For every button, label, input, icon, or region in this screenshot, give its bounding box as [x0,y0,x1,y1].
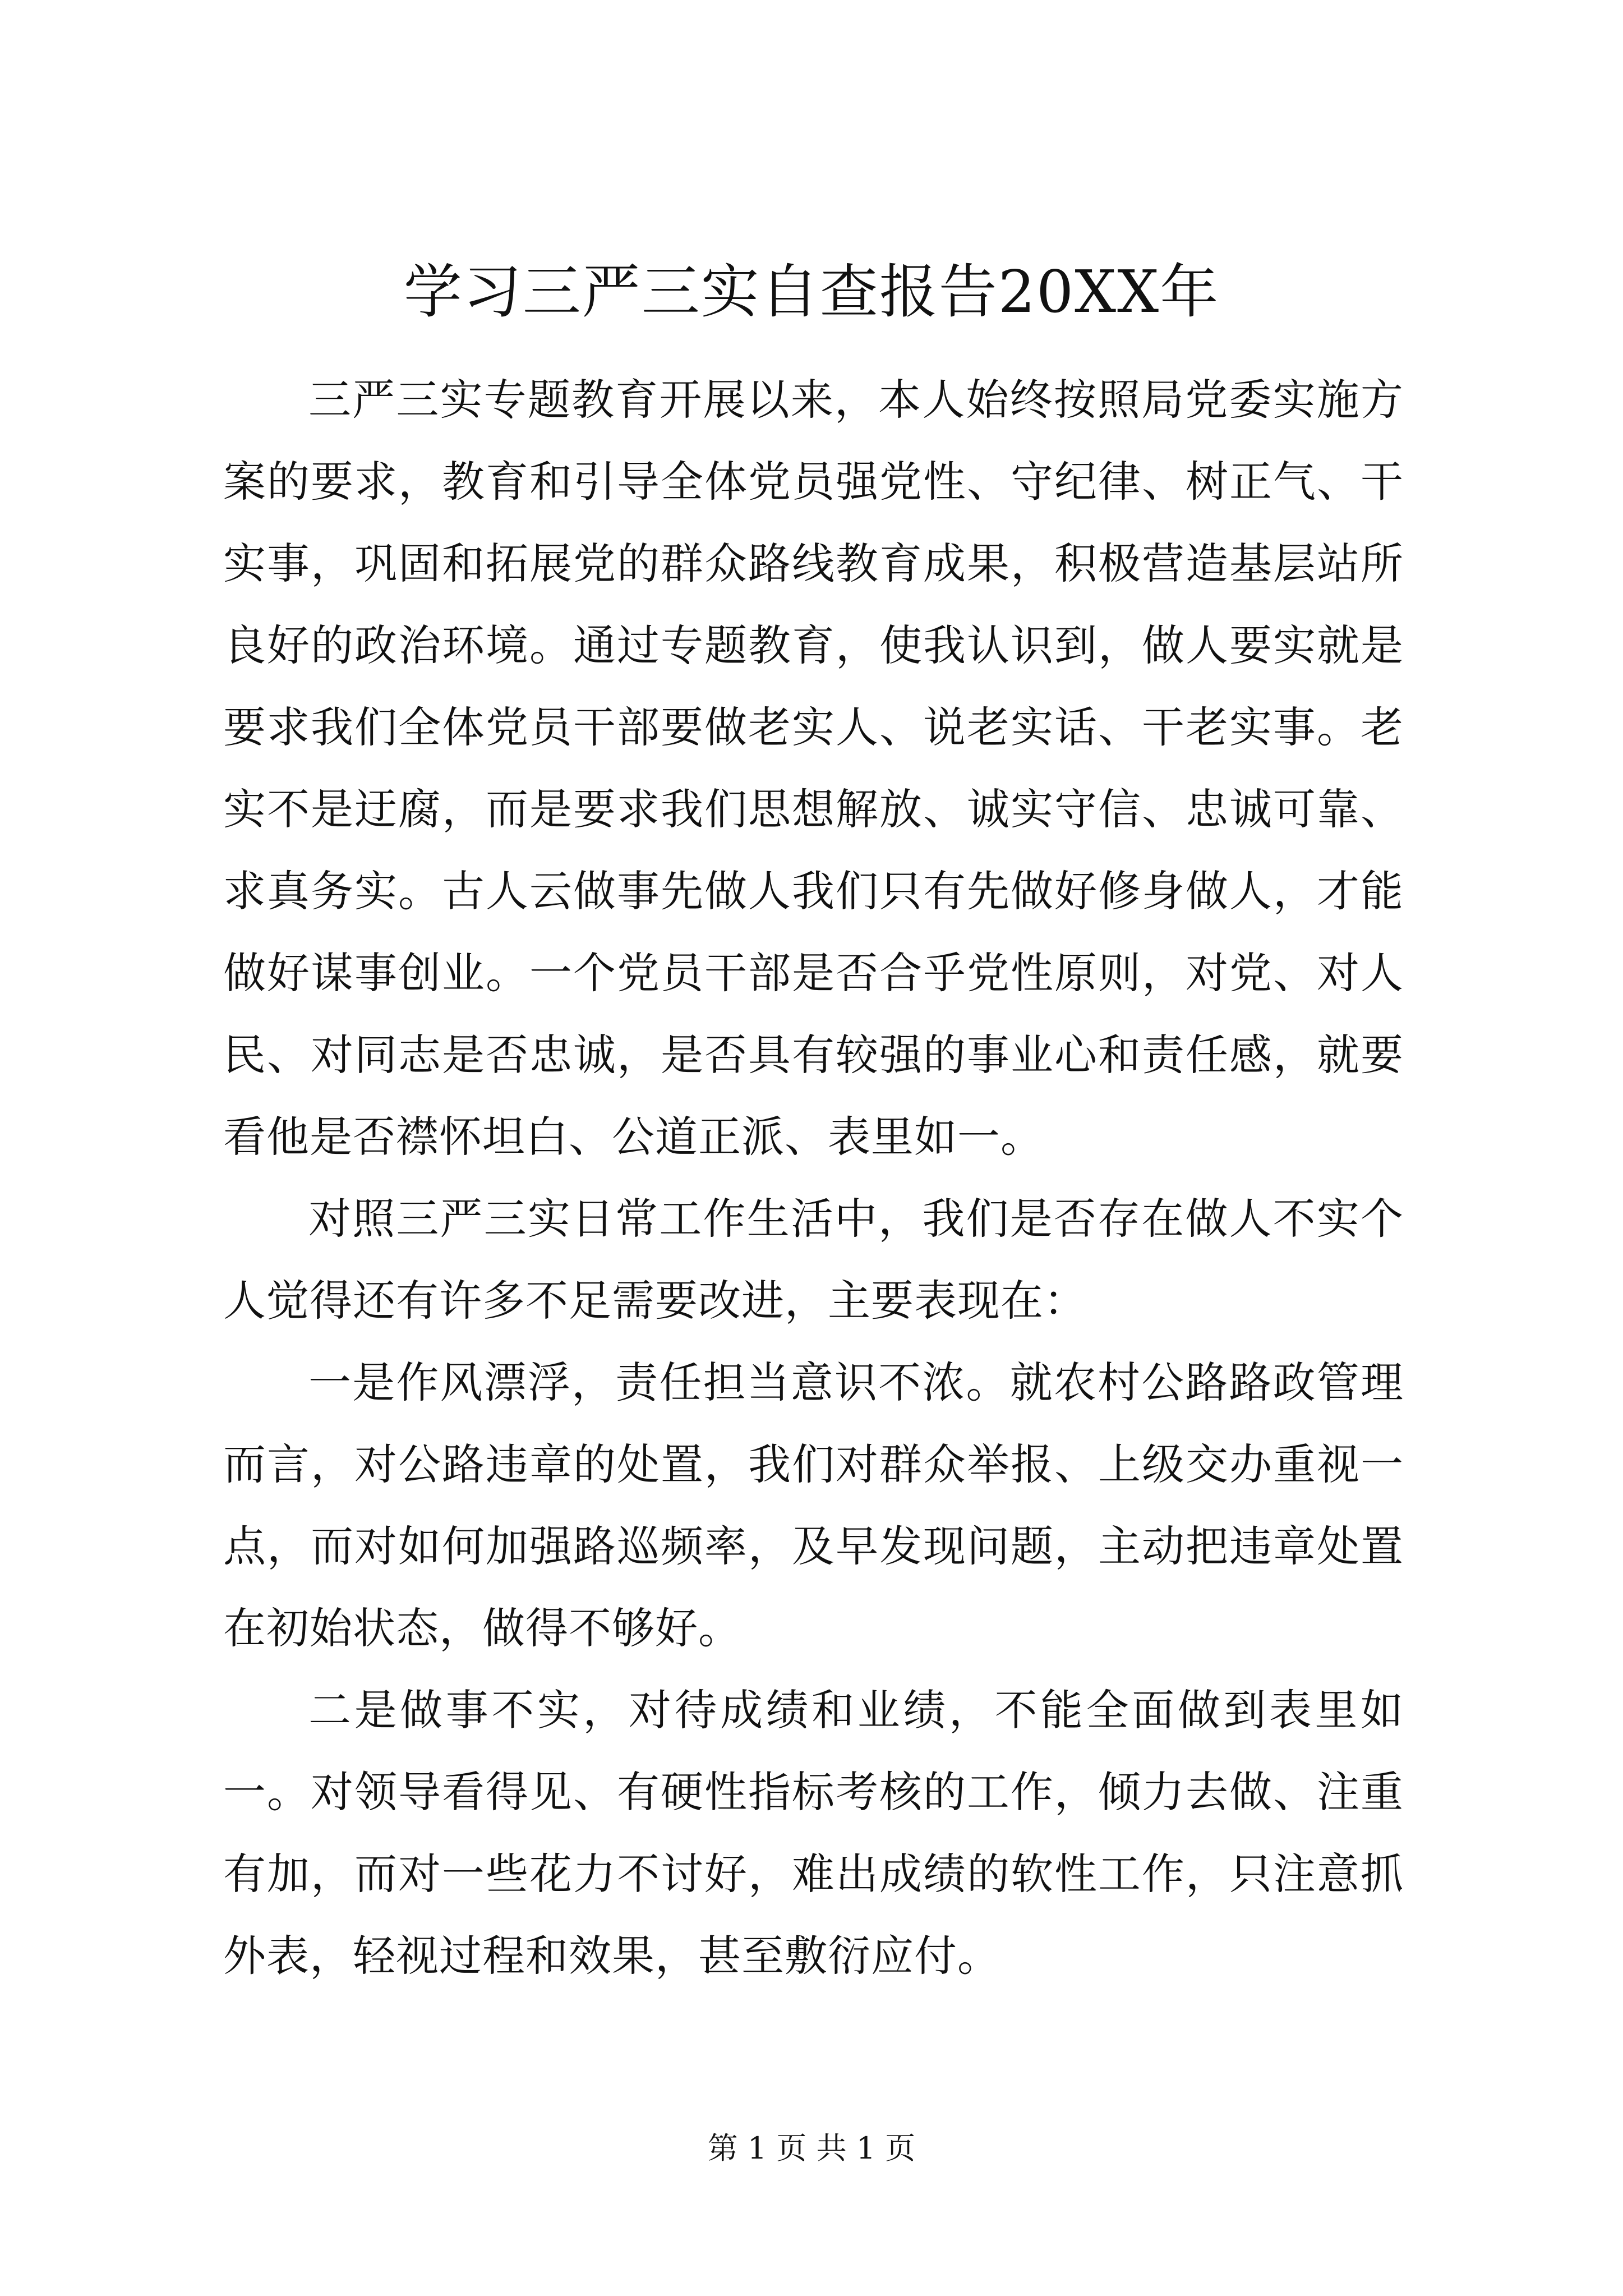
paragraph-intro: 三严三实专题教育开展以来，本人始终按照局党委实施方案的要求，教育和引导全体党员强党性、守纪律、树正气、干实事，巩固和拓展党的群众路线教育成果，积极营造基层站所良好的政治环境。通过专题教育，使我认识到，做人要实就是要求我们全体党员干部要做老实人、说老实话、干老实事。老实不是迂腐，而是要求我们思想解放、诚实守信、忠诚可靠、求真务实。古人云做事先做人我们只有先做好修身做人，才能做好谋事创业。一个党员干部是否合乎党性原则，对党、对人民、对同志是否忠诚，是否具有较强的事业心和责任感，就要看他是否襟怀坦白、公道正派、表里如一。 [223,375,1404,1162]
paragraph-issue-two: 二是做事不实，对待成绩和业绩，不能全面做到表里如一。对领导看得见、有硬性指标考核的工作，倾力去做、注重有加，而对一些花力不讨好，难出成绩的软性工作，只注意抓外表，轻视过程和效果，甚至敷衍应付。 [223,1685,1404,1981]
document-body [223,359,1404,1997]
page-footer: 第 1 页 共 1 页 [707,2131,916,2166]
paragraph-self-check: 对照三严三实日常工作生活中，我们是否存在做人不实个人觉得还有许多不足需要改进，主要表现在： [223,1194,1404,1326]
document-title: 学习三严三实自查报告20XX年 [403,257,1220,326]
paragraph-issue-one: 一是作风漂浮，责任担当意识不浓。就农村公路路政管理而言，对公路违章的处置，我们对群众举报、上级交办重视一点，而对如何加强路巡频率，及早发现问题，主动把违章处置在初始状态，做得不够好。 [223,1358,1404,1653]
